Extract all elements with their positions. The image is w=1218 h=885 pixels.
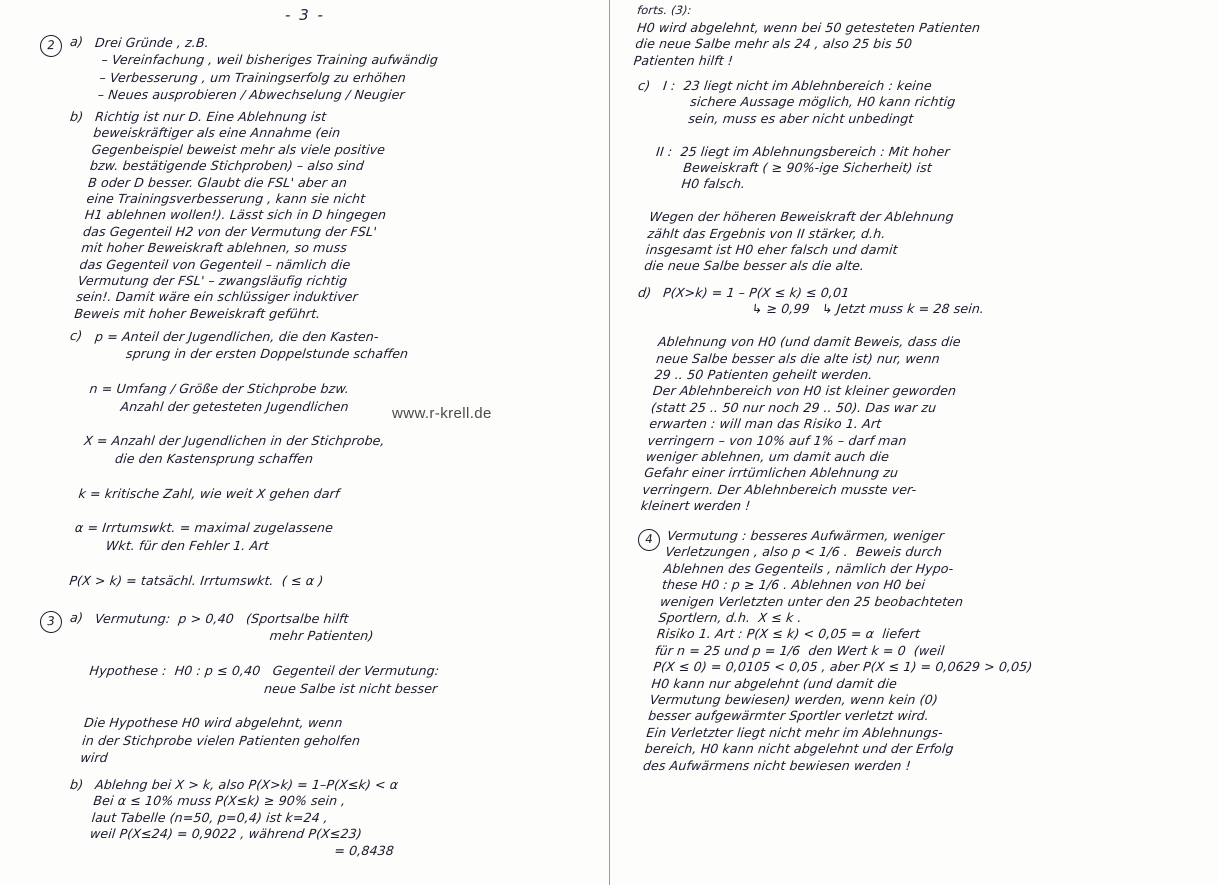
part-text: I : 23 liegt nicht im Ablehnbereich : keine sichere Aussage möglich, H0 kann richtig sein, muss es aber nicht unbedingt II : 25 liegt im Ablehnungsbereich : Mit hoher Beweiskraft ( ≥ 90%-ige Sicherheit) ist H0 falsch. Wegen der höheren Beweiskraft der Ablehnung zählt das Ergebnis von II stärker, d.h. insgesamt ist H0 eher falsch und damit die neue Salbe besser als die alte. — [643, 77, 957, 274]
part-label: c) — [69, 328, 83, 344]
task-2 — [40, 34, 595, 594]
task-4-text: Vermutung : besseres Aufwärmen, weniger Verletzungen , also p < 1/6 . Beweis durch Ablehnen des Gegenteils , nämlich der Hypo- these H0 : p ≥ 1/6 . Ablehnen von H0 bei wenigen Verletzten unter den 25 beobachteten Sportlern, d.h. X ≤ k . Risiko 1. Art : P(X ≤ k) < 0,05 = α liefert für n = 25 und p = 1/6 den Wert k = 0 (weil P(X ≤ 0) = 0,0105 < 0,05 , aber P(X ≤ 1) = 0,0629 > 0,05) H0 kann nur abgelehnt (und damit die Vermutung bewiesen) werden, wenn kein (0) besser aufgewärmter Sportler verletzt wird. Ein Verletzter liegt nicht mehr im Ablehnungs- bereich, H0 kann nicht abgelehnt und der Erfolg des Aufwärmens nicht bewiesen werden ! — [642, 528, 1034, 773]
page-number: - 3 - — [285, 6, 325, 24]
part-label: c) — [637, 78, 651, 94]
part-label: b) — [69, 777, 84, 793]
task-3-continuation-marker: forts. (3): — [636, 3, 693, 17]
task-3-continuation-b — [632, 20, 1204, 69]
task-3 — [40, 610, 595, 864]
task-2-part-b — [70, 109, 595, 322]
part-text: Ablehng bei X > k, also P(X>k) = 1–P(X≤k) < α Bei α ≤ 10% muss P(X≤k) ≥ 90% sein , laut Tabelle (n=50, p=0,4) ist k=24 , weil P(X≤24) = 0,9022 , während P(X≤23) = 0,8438 — [87, 776, 400, 858]
task-3-part-d — [638, 285, 1204, 515]
watermark: www.r-krell.de — [392, 405, 492, 422]
part-text: P(X>k) = 1 – P(X ≤ k) ≤ 0,01 ↳ ≥ 0,99 ↳ Jetzt muss k = 28 sein. Ablehnung von H0 (und damit Beweis, dass die neue Salbe besser als die alte ist) nur, wenn 29 .. 50 Patienten geheilt werden. Der Ablehnbereich von H0 ist kleiner geworden (statt 25 .. 50 nur noch 29 .. 50). Das war zu erwarten : will man das Risiko 1. Art verringern – von 10% auf 1% – darf man weniger ablehnen, um damit auch die Gefahr einer irrtümlichen Ablehnung zu verringern. Der Ablehnbereich musste ver- kleinert werden ! — [640, 284, 985, 513]
part-text: Richtig ist nur D. Eine Ablehnung ist beweiskräftiger als eine Annahme (ein Gegenbeispiel beweist mehr als viele positive bzw. bestätigende Stichproben) – also sind B oder D besser. Glaubt die FSL' aber an eine Trainingsverbesserung , kann sie nicht H1 ablehnen wollen!). Lässt sich in D hingegen das Gegenteil H2 von der Vermutung der FSL' mit hoher Beweiskraft ablehnen, so muss das Gegenteil von Gegenteil – nämlich die Vermutung der FSL' – zwangsläufig richtig sein!. Damit wäre ein schlüssiger induktiver Beweis mit hoher Beweiskraft geführt. — [73, 108, 387, 321]
task-2-part-c — [70, 328, 595, 589]
part-label: a) — [69, 35, 84, 50]
task-3-part-a — [70, 610, 595, 767]
task-4 — [638, 528, 1204, 774]
part-label: b) — [69, 109, 84, 125]
part-text: H0 wird abgelehnt, wenn bei 50 getesteten Patienten die neue Salbe mehr als 24 , also 25 bis 50 Patienten hilft ! — [632, 20, 981, 69]
task-3-part-b — [70, 777, 595, 859]
part-label: a) — [69, 611, 84, 626]
task-2-part-a — [70, 34, 595, 104]
part-label: d) — [637, 285, 652, 301]
right-column — [610, 0, 1218, 885]
part-text: p = Anteil der Jugendlichen, die den Kasten- sprung in der ersten Doppelstunde schaffen n = Umfang / Größe der Stichprobe bzw. Anzahl der getesteten Jugendlichen X = Anzahl der Jugendlichen in der Stichprobe, die den Kastensprung schaffen k = kritische Zahl, wie weit X gehen darf α = Irrtumswkt. = maximal zugelassene Wkt. für den Fehler 1. Art P(X > k) = tatsächl. Irrtumswkt. ( ≤ α ) — [68, 328, 409, 588]
part-text: Drei Gründe , z.B. – Vereinfachung , weil bisheriges Training aufwändig – Verbesserung , um Trainingserfolg zu erhöhen – Neues ausprobieren / Abwechselung / Neugier — [88, 35, 439, 103]
task-number-4: 4 — [637, 529, 660, 552]
part-text: Vermutung: p > 0,40 (Sportsalbe hilft mehr Patienten) Hypothese : H0 : p ≤ 0,40 Gegenteil der Vermutung: neue Salbe ist nicht besser Die Hypothese H0 wird abgelehnt, wenn in der Stichprobe vielen Patienten geholfen wird — [79, 611, 440, 766]
task-number-3: 3 — [39, 610, 62, 633]
task-3-part-c — [638, 78, 1204, 275]
task-number-2: 2 — [39, 34, 62, 57]
